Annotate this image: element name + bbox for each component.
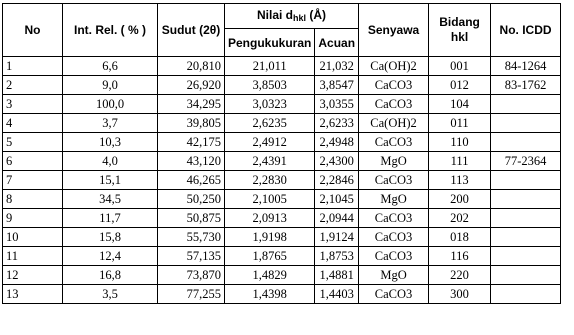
table-row [3, 133, 561, 152]
cell-pengukuran: 2,0913 [225, 209, 315, 228]
cell-sudut: 55,730 [158, 228, 225, 247]
cell-no: 6 [3, 152, 63, 171]
cell-bidang-hkl: 110 [429, 133, 491, 152]
cell-sudut: 39,805 [158, 114, 225, 133]
cell-senyawa: Ca(OH)2 [359, 114, 429, 133]
cell-senyawa: Ca(OH)2 [359, 57, 429, 76]
cell-no-icdd [491, 171, 561, 190]
header-nilai-suffix: (Å) [306, 7, 327, 22]
cell-no: 3 [3, 95, 63, 114]
cell-no-icdd [491, 133, 561, 152]
cell-senyawa: CaCO3 [359, 133, 429, 152]
cell-senyawa: MgO [359, 152, 429, 171]
cell-senyawa: CaCO3 [359, 285, 429, 304]
cell-pengukuran: 21,011 [225, 57, 315, 76]
header-nilai-dhkl [225, 4, 359, 29]
cell-int-rel: 11,7 [63, 209, 158, 228]
table-body [3, 57, 561, 304]
cell-sudut: 50,250 [158, 190, 225, 209]
cell-pengukuran: 2,2830 [225, 171, 315, 190]
table-row [3, 171, 561, 190]
cell-sudut: 20,810 [158, 57, 225, 76]
cell-no: 12 [3, 266, 63, 285]
cell-acuan: 2,4300 [315, 152, 359, 171]
cell-no: 5 [3, 133, 63, 152]
cell-sudut: 50,875 [158, 209, 225, 228]
cell-no-icdd [491, 285, 561, 304]
cell-no-icdd [491, 266, 561, 285]
cell-acuan: 1,9124 [315, 228, 359, 247]
cell-bidang-hkl: 001 [429, 57, 491, 76]
header-senyawa: Senyawa [359, 4, 429, 57]
table-row [3, 266, 561, 285]
cell-acuan: 1,4881 [315, 266, 359, 285]
cell-int-rel: 3,5 [63, 285, 158, 304]
cell-no-icdd [491, 114, 561, 133]
cell-acuan: 3,8547 [315, 76, 359, 95]
cell-int-rel: 15,8 [63, 228, 158, 247]
cell-bidang-hkl: 220 [429, 266, 491, 285]
cell-pengukuran: 2,4391 [225, 152, 315, 171]
cell-acuan: 1,8753 [315, 247, 359, 266]
cell-no-icdd [491, 209, 561, 228]
cell-pengukuran: 2,4912 [225, 133, 315, 152]
cell-acuan: 2,0944 [315, 209, 359, 228]
cell-pengukuran: 2,6235 [225, 114, 315, 133]
cell-no: 13 [3, 285, 63, 304]
cell-senyawa: MgO [359, 190, 429, 209]
cell-bidang-hkl: 113 [429, 171, 491, 190]
table-row [3, 228, 561, 247]
cell-no-icdd: 84-1264 [491, 57, 561, 76]
cell-acuan: 2,4948 [315, 133, 359, 152]
cell-bidang-hkl: 202 [429, 209, 491, 228]
cell-int-rel: 100,0 [63, 95, 158, 114]
table-row [3, 57, 561, 76]
cell-pengukuran: 2,1005 [225, 190, 315, 209]
header-bidang-hkl: Bidang hkl [429, 4, 491, 57]
cell-sudut: 46,265 [158, 171, 225, 190]
cell-pengukuran: 1,4398 [225, 285, 315, 304]
cell-int-rel: 16,8 [63, 266, 158, 285]
cell-no: 11 [3, 247, 63, 266]
cell-pengukuran: 1,4829 [225, 266, 315, 285]
cell-bidang-hkl: 104 [429, 95, 491, 114]
cell-senyawa: CaCO3 [359, 95, 429, 114]
cell-acuan: 2,1045 [315, 190, 359, 209]
cell-int-rel: 10,3 [63, 133, 158, 152]
cell-senyawa: CaCO3 [359, 76, 429, 95]
cell-no-icdd [491, 190, 561, 209]
header-sudut: Sudut (2θ) [158, 4, 225, 57]
cell-int-rel: 3,7 [63, 114, 158, 133]
cell-senyawa: CaCO3 [359, 209, 429, 228]
cell-no: 8 [3, 190, 63, 209]
cell-pengukuran: 1,8765 [225, 247, 315, 266]
cell-acuan: 2,2846 [315, 171, 359, 190]
cell-sudut: 34,295 [158, 95, 225, 114]
cell-int-rel: 4,0 [63, 152, 158, 171]
cell-bidang-hkl: 018 [429, 228, 491, 247]
cell-no: 2 [3, 76, 63, 95]
cell-int-rel: 12,4 [63, 247, 158, 266]
header-int-rel: Int. Rel. ( % ) [63, 4, 158, 57]
cell-int-rel: 6,6 [63, 57, 158, 76]
table-row [3, 95, 561, 114]
cell-no-icdd [491, 228, 561, 247]
cell-sudut: 57,135 [158, 247, 225, 266]
cell-int-rel: 34,5 [63, 190, 158, 209]
cell-bidang-hkl: 111 [429, 152, 491, 171]
cell-senyawa: CaCO3 [359, 171, 429, 190]
table-row [3, 114, 561, 133]
header-acuan: Acuan [315, 29, 359, 57]
cell-no-icdd: 77-2364 [491, 152, 561, 171]
cell-sudut: 77,255 [158, 285, 225, 304]
cell-no-icdd: 83-1762 [491, 76, 561, 95]
cell-acuan: 1,4403 [315, 285, 359, 304]
cell-no: 9 [3, 209, 63, 228]
cell-no-icdd [491, 247, 561, 266]
table-row [3, 209, 561, 228]
table-row [3, 76, 561, 95]
cell-bidang-hkl: 011 [429, 114, 491, 133]
xrd-data-table [2, 3, 561, 304]
cell-no-icdd [491, 95, 561, 114]
table-row [3, 285, 561, 304]
cell-int-rel: 15,1 [63, 171, 158, 190]
table-row [3, 247, 561, 266]
header-nilai-prefix: Nilai d [257, 7, 294, 22]
cell-senyawa: CaCO3 [359, 228, 429, 247]
header-no: No [3, 4, 63, 57]
cell-sudut: 26,920 [158, 76, 225, 95]
cell-acuan: 3,0355 [315, 95, 359, 114]
cell-bidang-hkl: 200 [429, 190, 491, 209]
cell-no: 4 [3, 114, 63, 133]
header-no-icdd: No. ICDD [491, 4, 561, 57]
cell-acuan: 2,6233 [315, 114, 359, 133]
table-row [3, 152, 561, 171]
header-nilai-sub: hkl [293, 12, 307, 23]
cell-pengukuran: 3,8503 [225, 76, 315, 95]
cell-no: 10 [3, 228, 63, 247]
cell-bidang-hkl: 116 [429, 247, 491, 266]
table-row [3, 190, 561, 209]
cell-bidang-hkl: 300 [429, 285, 491, 304]
cell-sudut: 73,870 [158, 266, 225, 285]
cell-no: 7 [3, 171, 63, 190]
header-pengukuran: Pengukukuran [225, 29, 315, 57]
cell-bidang-hkl: 012 [429, 76, 491, 95]
cell-int-rel: 9,0 [63, 76, 158, 95]
cell-pengukuran: 1,9198 [225, 228, 315, 247]
cell-no: 1 [3, 57, 63, 76]
cell-senyawa: CaCO3 [359, 247, 429, 266]
cell-sudut: 42,175 [158, 133, 225, 152]
cell-senyawa: MgO [359, 266, 429, 285]
cell-sudut: 43,120 [158, 152, 225, 171]
cell-acuan: 21,032 [315, 57, 359, 76]
cell-pengukuran: 3,0323 [225, 95, 315, 114]
